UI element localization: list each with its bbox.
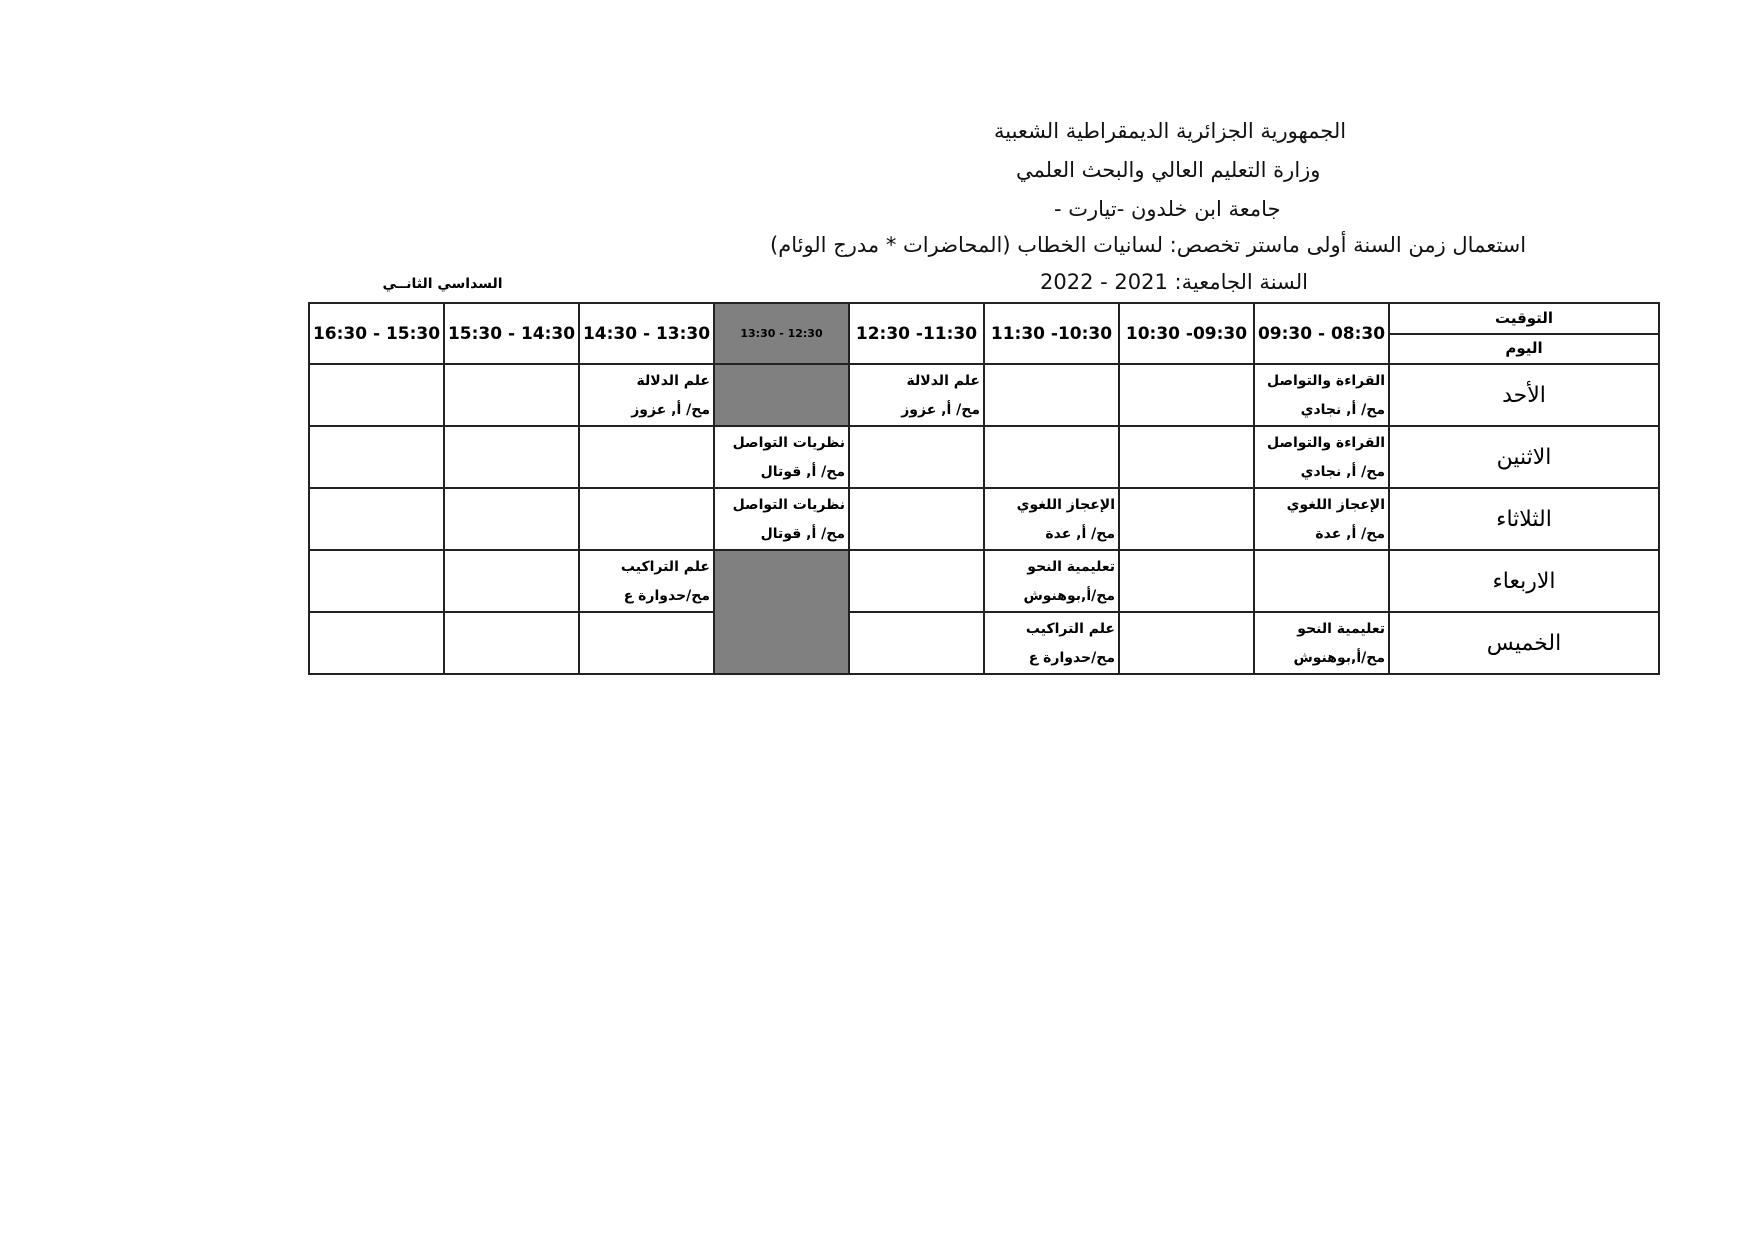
empty-cell	[1119, 488, 1254, 550]
empty-cell	[849, 426, 984, 488]
session-teacher: مح/ أ, قوتال	[760, 464, 845, 480]
time-slot-2: 10:30 -09:30	[1119, 303, 1254, 364]
day-row-thursday	[309, 612, 1659, 674]
timetable	[308, 302, 1660, 675]
session-teacher: مح/ أ, عدة	[1045, 526, 1115, 542]
time-slot-1: 09:30 - 08:30	[1254, 303, 1389, 364]
session-cell	[984, 488, 1119, 550]
session-teacher: مح/ أ, نجادي	[1300, 464, 1385, 480]
time-slot-7: 15:30 - 14:30	[444, 303, 579, 364]
day-row-monday	[309, 426, 1659, 488]
empty-cell	[444, 488, 579, 550]
day-label: الاربعاء	[1389, 550, 1659, 612]
session-cell	[984, 550, 1119, 612]
header-schedule-title: استعمال زمن السنة أولى ماستر تخصص: لسانيات الخطاب (المحاضرات * مدرج الوئام)	[770, 233, 1527, 257]
day-row-tuesday	[309, 488, 1659, 550]
time-slot-4: 12:30 -11:30	[849, 303, 984, 364]
session-teacher: مح/حدوارة ع	[1028, 650, 1115, 666]
empty-cell	[309, 612, 444, 674]
session-teacher: مح/ أ, عدة	[1315, 526, 1385, 542]
session-cell	[1254, 488, 1389, 550]
empty-cell	[444, 550, 579, 612]
session-teacher: مح/ أ, قوتال	[760, 526, 845, 542]
corner-time-label: التوقيت	[1390, 304, 1658, 335]
day-label: الخميس	[1389, 612, 1659, 674]
header-university: جامعة ابن خلدون -تيارت -	[1054, 197, 1281, 221]
corner-header	[1389, 303, 1659, 364]
session-cell	[984, 612, 1119, 674]
session-cell	[714, 488, 849, 550]
break-cell	[714, 364, 849, 426]
empty-cell	[849, 550, 984, 612]
day-label: الأحد	[1389, 364, 1659, 426]
empty-cell	[579, 488, 714, 550]
session-subject: علم التراكيب	[620, 559, 710, 575]
time-slot-break: 13:30 - 12:30	[714, 303, 849, 364]
session-cell	[849, 364, 984, 426]
session-teacher: مح/ أ, نجادي	[1300, 402, 1385, 418]
day-label: الاثنين	[1389, 426, 1659, 488]
session-cell	[714, 426, 849, 488]
empty-cell	[309, 364, 444, 426]
day-row-wednesday	[309, 550, 1659, 612]
session-cell	[579, 550, 714, 612]
session-teacher: مح/ أ, عزوز	[631, 402, 710, 418]
empty-cell	[309, 426, 444, 488]
empty-cell	[444, 364, 579, 426]
empty-cell	[984, 364, 1119, 426]
session-teacher: مح/ أ, عزوز	[901, 402, 980, 418]
corner-day-label: اليوم	[1505, 339, 1543, 357]
semester-label: السداسي الثانــي	[382, 276, 503, 292]
header-republic: الجمهورية الجزائرية الديمقراطية الشعبية	[994, 119, 1347, 143]
session-teacher: مح/أ,بوهنوش	[1293, 650, 1385, 666]
empty-cell	[849, 488, 984, 550]
session-teacher: مح/أ,بوهنوش	[1023, 588, 1115, 604]
empty-cell	[444, 426, 579, 488]
empty-cell	[984, 426, 1119, 488]
empty-cell	[1119, 612, 1254, 674]
empty-cell	[1119, 364, 1254, 426]
session-subject: علم الدلالة	[636, 373, 710, 389]
time-header-row	[309, 303, 1659, 364]
session-cell	[579, 364, 714, 426]
day-row-sunday	[309, 364, 1659, 426]
time-slot-6: 14:30 - 13:30	[579, 303, 714, 364]
day-label: الثلاثاء	[1389, 488, 1659, 550]
empty-cell	[849, 612, 984, 674]
empty-cell	[444, 612, 579, 674]
session-subject: تعليمية النحو	[1297, 621, 1385, 637]
break-cell	[714, 550, 849, 674]
time-slot-8: 16:30 - 15:30	[309, 303, 444, 364]
session-subject: علم التراكيب	[1025, 621, 1115, 637]
empty-cell	[309, 550, 444, 612]
session-subject: تعليمية النحو	[1027, 559, 1115, 575]
session-cell	[1254, 612, 1389, 674]
header-academic-year: السنة الجامعية: 2021 - 2022	[1040, 270, 1308, 294]
empty-cell	[579, 612, 714, 674]
session-teacher: مح/حدوارة ع	[623, 588, 710, 604]
session-subject: الإعجاز اللغوي	[1286, 497, 1385, 513]
empty-cell	[1119, 550, 1254, 612]
header-ministry: وزارة التعليم العالي والبحث العلمي	[1016, 158, 1321, 182]
session-subject: نظريات التواصل	[732, 497, 845, 513]
session-subject: علم الدلالة	[906, 373, 980, 389]
empty-cell	[579, 426, 714, 488]
time-slot-3: 11:30 -10:30	[984, 303, 1119, 364]
session-subject: القراءة والتواصل	[1266, 373, 1385, 389]
session-cell	[1254, 426, 1389, 488]
empty-cell	[1254, 550, 1389, 612]
session-subject: الإعجاز اللغوي	[1016, 497, 1115, 513]
empty-cell	[1119, 426, 1254, 488]
empty-cell	[309, 488, 444, 550]
session-cell	[1254, 364, 1389, 426]
session-subject: نظريات التواصل	[732, 435, 845, 451]
session-subject: القراءة والتواصل	[1266, 435, 1385, 451]
